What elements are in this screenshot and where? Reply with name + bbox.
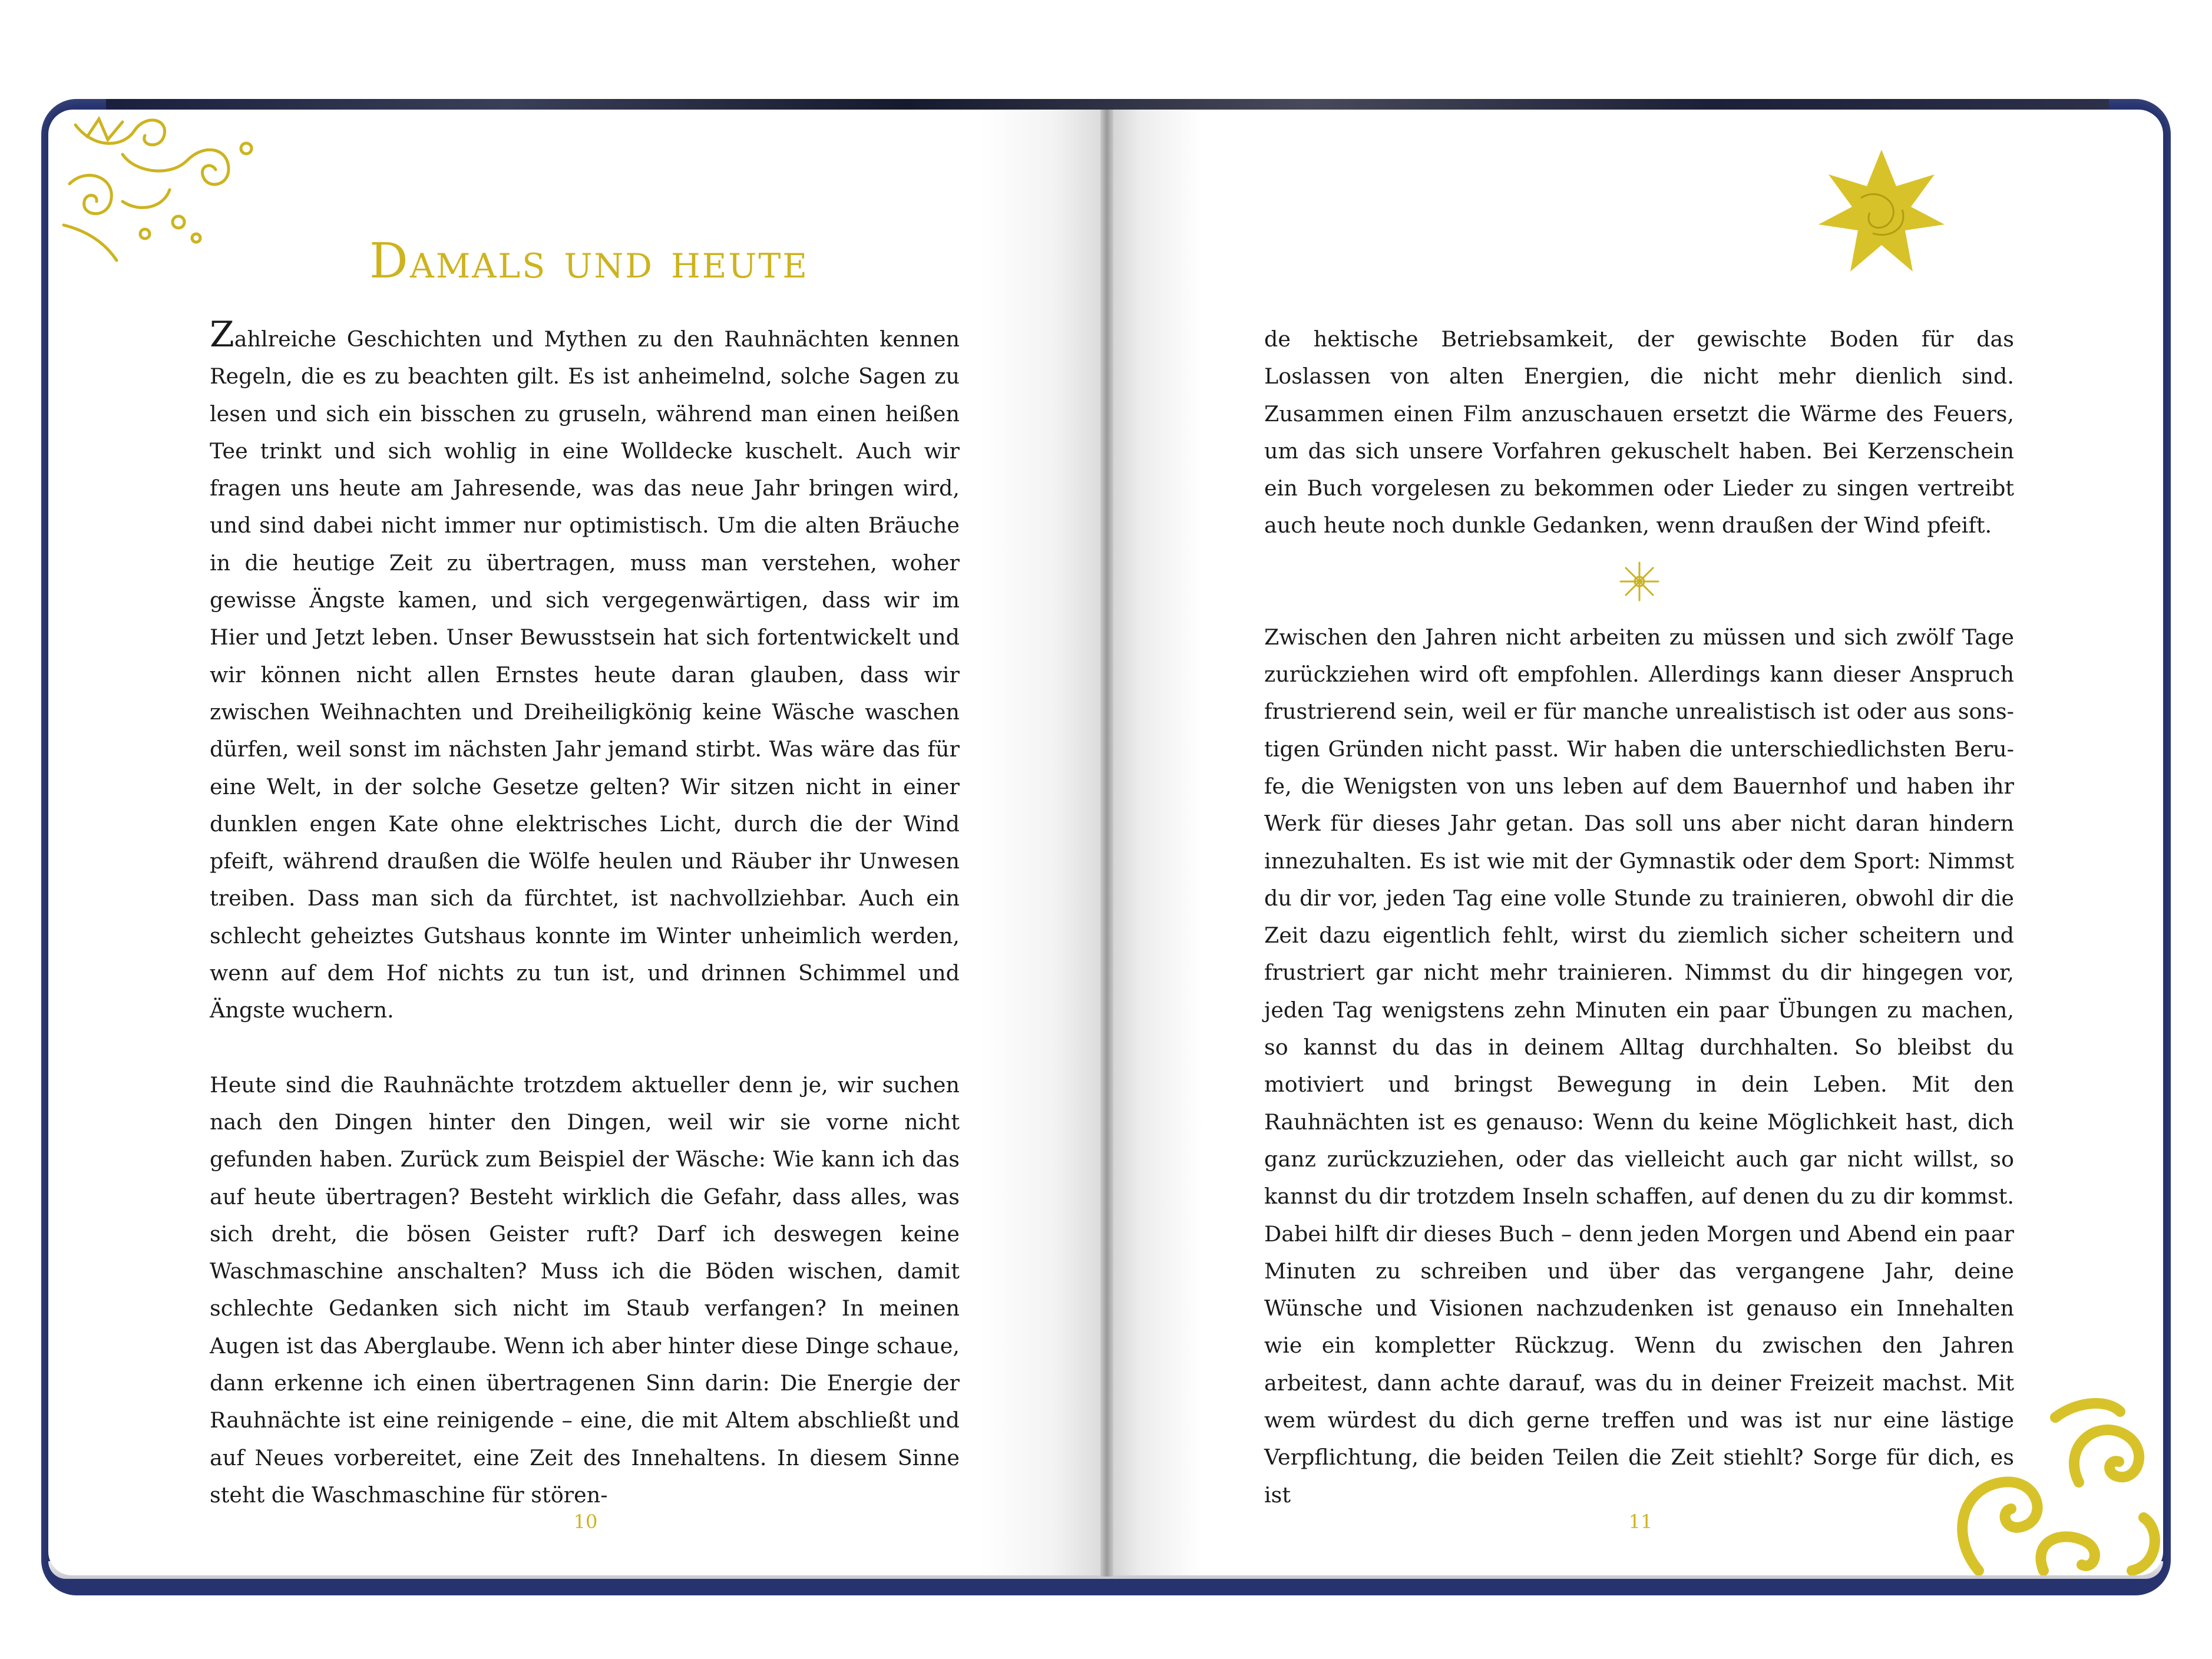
page-title: Damals und heute <box>369 233 809 289</box>
paragraph <box>210 314 960 1029</box>
section-separator <box>1264 544 2014 619</box>
page-number-right: 11 <box>1628 1511 1653 1533</box>
gold-star-icon <box>1814 145 1949 280</box>
paragraph-text: ahlreiche Geschichten und Mythen zu den Rauhnächten kennen Regeln, die es zu beachten gilt. Es ist anheimelnd, solche Sagen zu lesen und sich ein bisschen zu gruseln, während man einen heißen Tee trinkt und sich wohlig in eine Wolldecke kuschelt. Auch wir fragen uns heute am Jahresende, was das neue Jahr bringen wird, und sind dabei nicht immer nur optimistisch. Um die alten Bräuche in die heutige Zeit zu übertragen, muss man verstehen, woher gewisse Ängste kamen, und sich vergegenwärtigen, dass wir im Hier und Jetzt leben. Unser Bewusstsein hat sich fortentwickelt und wir können nicht allen Ernstes heute daran glauben, dass wir zwischen Weihnachten und Dreiheiligkönig keine Wäsche waschen dürfen, weil sonst im nächsten Jahr jemand stirbt. Was wäre das für eine Welt, in der solche Gesetze gelten? Wir sitzen nicht in einer dunklen engen Kate ohne elektrisches Licht, durch die der Wind pfeift, während draußen die Wölfe heulen und Räuber ihr Unwesen treiben. Dass man sich da fürchtet, ist nachvollziehbar. Auch ein schlecht geheiztes Gutshaus konnte im Winter unheimlich werden, wenn auf dem Hof nichts zu tun ist, und drinnen Schimmel und Ängste wuchern. <box>210 326 960 1023</box>
paragraph: Heute sind die Rauhnächte trotzdem aktueller denn je, wir suchen nach den Dingen hinter den Dingen, weil wir sie vorne nicht gefunden haben. Zurück zum Beispiel der Wäsche: Wie kann ich das auf heute übertragen? Besteht wirklich die Gefahr, dass alles, was sich dreht, die bösen Geister ruft? Darf ich deswegen keine Waschmaschine anschalten? Muss ich die Böden wischen, damit schlechte Gedanken sich nicht im Staub verfangen? In meinen Augen ist das Aberglaube. Wenn ich aber hinter diese Dinge schaue, dann erkenne ich einen übertragenen Sinn darin: Die Energie der Rauhnächte ist eine reinigende – eine, die mit Altem abschließt und auf Neues vorbereitet, eine Zeit des Innehaltens. In diesem Sinne steht die Waschmaschine für stören- <box>210 1072 960 1508</box>
spiral-ornament-icon <box>1943 1394 2161 1575</box>
right-page <box>1107 110 2163 1575</box>
book-gutter <box>1100 110 1113 1577</box>
snowflake-icon <box>1616 558 1663 605</box>
left-page <box>48 110 1107 1575</box>
paragraph: de hektische Betriebsamkeit, der gewischte Boden für das Loslassen von alten Energien, die nicht mehr dienlich sind. Zusammen einen Film anzuschauen ersetzt die Wärme des Feuers, um das sich unsere Vorfahren gekuschelt haben. Bei Kerzenschein ein Buch vorgelesen zu bekommen oder Lieder zu singen vertreibt auch heute noch dunkle Gedanken, wenn draußen der Wind pfeift. <box>1264 326 2014 538</box>
drop-cap: Z <box>210 314 234 355</box>
left-text-column <box>210 314 960 1513</box>
paragraph: Zwischen den Jahren nicht arbeiten zu müssen und sich zwölf Tage zurückziehen wird oft empfohlen. Allerdings kann dieser Anspruch frustrierend sein, weil er für manche unrealistisch ist oder aus sonstigen Gründen nicht passt. Wir haben die unterschiedlichsten Berufe, die Wenigsten von uns leben auf dem Bauernhof und haben ihr Werk für dieses Jahr getan. Das soll uns aber nicht daran hindern innezuhalten. Es ist wie mit der Gymnastik oder dem Sport: Nimmst du dir vor, jeden Tag eine volle Stunde zu trainieren, obwohl dir die Zeit dazu eigentlich fehlt, wirst du ziemlich sicher scheitern und frustriert gar nicht mehr trainieren. Nimmst du dir hingegen vor, jeden Tag wenigstens zehn Minuten ein paar Übungen zu machen, so kannst du das in deinem Alltag durchhalten. So bleibst du motiviert und bringst Bewegung in dein Leben. Mit den Rauhnächten ist es genauso: Wenn du keine Möglichkeit hast, dich ganz zurückzuziehen, oder das vielleicht auch gar nicht willst, so kannst du dir trotzdem Inseln schaffen, auf denen du zu dir kommst. Dabei hilft dir dieses Buch – denn jeden Morgen und Abend ein paar Minuten zu schreiben und über das vergangene Jahr, deine Wünsche und Visionen nachzudenken ist genauso ein Innehalten wie ein kompletter Rückzug. Wenn du zwischen den Jahren arbeitest, dann achte darauf, was du in deiner Freizeit machst. Mit wem würdest du dich gerne treffen und was ist nur eine lästige Verpflichtung, die beiden Teilen die Zeit stiehlt? Sorge für dich, es ist <box>1264 624 2014 1508</box>
right-text-column <box>1264 320 2014 1513</box>
page-number-left: 10 <box>573 1511 598 1533</box>
cover-top-strip <box>106 99 2109 110</box>
